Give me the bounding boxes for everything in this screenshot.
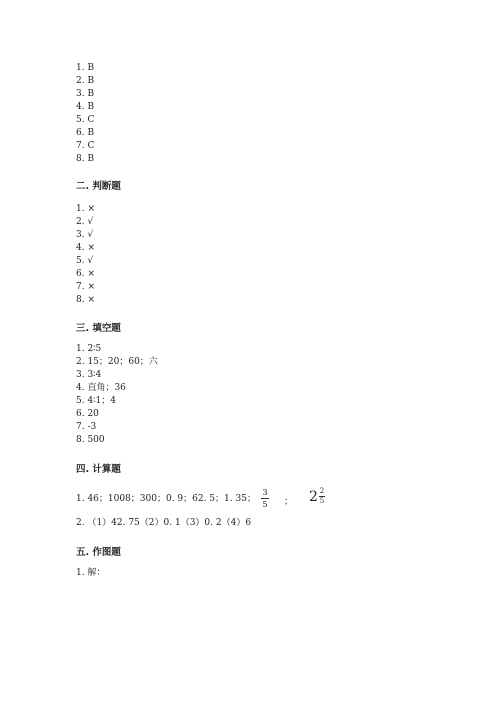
choice-answer-4: 4. B bbox=[76, 102, 95, 112]
fraction-numerator: 3 bbox=[262, 488, 268, 497]
fill-answer-8: 8. 500 bbox=[76, 435, 105, 445]
calc-fraction bbox=[261, 488, 269, 509]
judgement-answer-3: 3. √ bbox=[76, 230, 94, 240]
fraction-bar bbox=[261, 498, 269, 499]
choice-answer-1: 1. B bbox=[76, 63, 95, 73]
judgement-answer-6: 6. × bbox=[76, 269, 95, 279]
calc-answer-2: 2. （1）42. 75（2）0. 1（3）0. 2（4）6 bbox=[76, 518, 252, 528]
section-title-drawing: 五. 作图题 bbox=[76, 547, 121, 558]
fill-answer-4: 4. 直角；36 bbox=[76, 383, 126, 393]
judgement-answer-8: 8. × bbox=[76, 295, 95, 305]
judgement-answer-4: 4. × bbox=[76, 243, 95, 253]
section-title-calculation: 四. 计算题 bbox=[76, 464, 121, 475]
section-title-fill-blank: 三. 填空题 bbox=[76, 323, 121, 334]
choice-answer-7: 7. C bbox=[76, 141, 95, 151]
calc-answer-1-text: 1. 46；1008；300；0. 9；62. 5；1. 35； bbox=[76, 494, 256, 504]
judgement-answer-2: 2. √ bbox=[76, 217, 94, 227]
calc-separator: ； bbox=[284, 497, 294, 507]
calc-mixed-number bbox=[309, 488, 325, 505]
mixed-denominator: 5 bbox=[319, 497, 325, 505]
section-title-judgement: 二. 判断题 bbox=[76, 181, 121, 192]
mixed-fraction bbox=[319, 488, 325, 505]
choice-answer-2: 2. B bbox=[76, 76, 95, 86]
choice-answer-6: 6. B bbox=[76, 128, 95, 138]
judgement-answer-5: 5. √ bbox=[76, 256, 94, 266]
choice-answer-8: 8. B bbox=[76, 154, 95, 164]
fill-answer-5: 5. 4∶1；4 bbox=[76, 396, 116, 406]
fill-answer-7: 7. -3 bbox=[76, 422, 97, 432]
judgement-answer-7: 7. × bbox=[76, 282, 95, 292]
fill-answer-6: 6. 20 bbox=[76, 409, 99, 419]
choice-answer-5: 5. C bbox=[76, 115, 95, 125]
fill-answer-2: 2. 15；20；60；六 bbox=[76, 357, 158, 367]
fill-answer-1: 1. 2∶5 bbox=[76, 344, 102, 354]
mixed-whole: 2 bbox=[309, 488, 318, 505]
mixed-numerator: 2 bbox=[319, 487, 325, 495]
drawing-answer-1: 1. 解： bbox=[76, 568, 106, 578]
fraction-denominator: 5 bbox=[262, 500, 268, 509]
fill-answer-3: 3. 3∶4 bbox=[76, 370, 102, 380]
judgement-answer-1: 1. × bbox=[76, 204, 95, 214]
choice-answer-3: 3. B bbox=[76, 89, 95, 99]
